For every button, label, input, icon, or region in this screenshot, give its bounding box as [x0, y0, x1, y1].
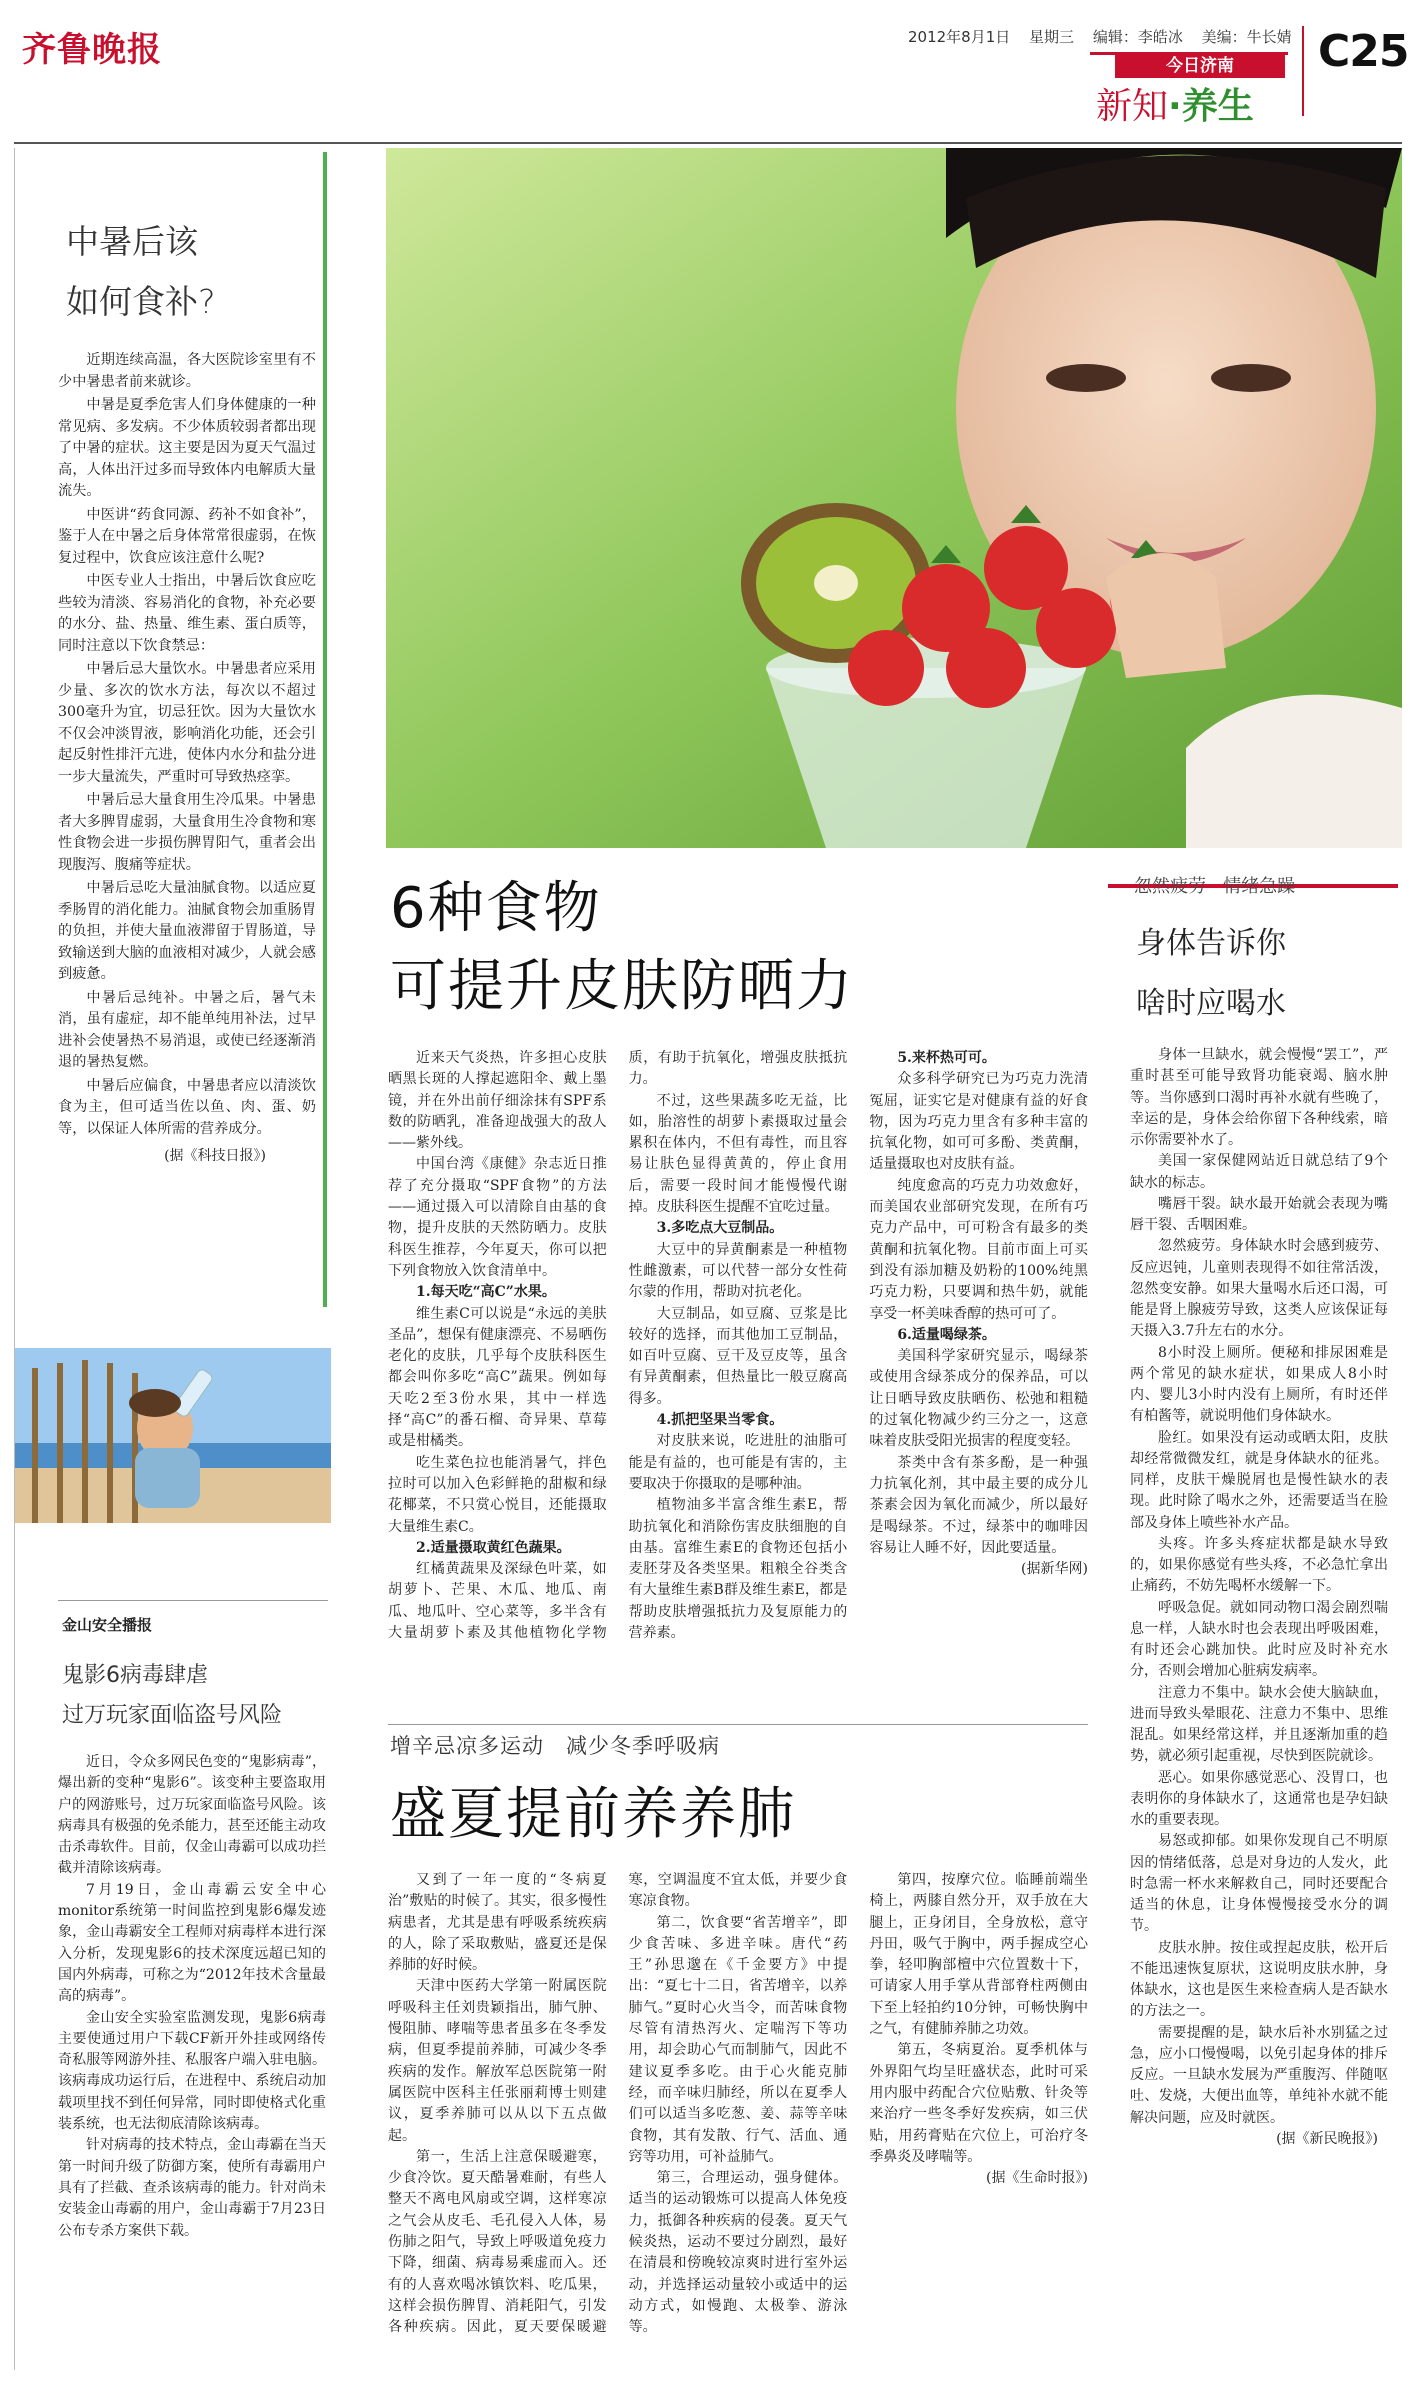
article2-body [388, 1870, 1088, 2370]
section-title-sep: · [1168, 86, 1182, 127]
paragraph: 头疼。许多头疼症状都是缺水导致的，如果你感觉有些头疼，不必急忙拿出止痛药，不妨先喝杯水缓解一下。 [1130, 1535, 1388, 1595]
paragraph: 近来天气炎热，许多担心皮肤晒黑长斑的人撑起遮阳伞、戴上墨镜，并在外出前仔细涂抹有SPF系数的防晒乳，准备迎战强大的敌人——紫外线。 [388, 1050, 607, 1152]
designer-credit: 美编：牛长婧 [1201, 28, 1292, 46]
paragraph: 身体一旦缺水，就会慢慢“罢工”，严重时甚至可能导致肾功能衰竭、脑水肿等。当你感到口渴时再补水就有些晚了，幸运的是，身体会给你留下各种线索，暗示你需要补水了。 [1130, 1047, 1388, 1148]
left-article2-tag: 金山安全播报 [62, 1616, 153, 1634]
left-title-line2: 如何食补? [66, 282, 216, 321]
right-tag-2: 情绪急躁 [1223, 876, 1296, 897]
subheading: 5.来杯热可可。 [897, 1050, 996, 1066]
left-column-accent [323, 152, 327, 1307]
top-rule [14, 142, 1402, 144]
right-tag-1: 忽然疲劳 [1134, 876, 1206, 897]
editor-credit: 编辑：李皓冰 [1092, 28, 1183, 46]
paragraph: 中国台湾《康健》杂志近日推荐了充分摄取“SPF食物”的方法——通过摄入可以清除自由基的食物，提升皮肤的天然防晒力。皮肤科医生推荐，今年夏天，你可以把下列食物放入饮食清单中。 [388, 1156, 607, 1279]
paragraph: 8小时没上厕所。便秘和排尿困难是两个常见的缺水症状，如果成人8小时内、婴儿3小时内没有上厕所，有时还伴有柏酱等，就说明他们身体缺水。 [1130, 1344, 1388, 1425]
paragraph: 茶类中含有茶多酚，是一种强力抗氧化剂，其中最主要的成分儿茶素会因为氧化而减少，所以最好是喝绿茶。不过，绿茶中的咖啡因容易让人睡不好，因此要适量。 [869, 1454, 1088, 1556]
page-number: C25 [1318, 26, 1409, 77]
right-article-title [1136, 914, 1286, 1034]
subheading: 6.适量喝绿茶。 [897, 1326, 996, 1343]
paragraph: 需要提醒的是，缺水后补水别猛之过急，应小口慢慢喝，以免引起身体的排斥反应。一旦缺水发展为严重腹泻、伴随呕吐、发烧，大便出血等，单纯补水就不能解决问题，应及时就医。 [1130, 2024, 1388, 2126]
paragraph: 第二，饮食要“省苦增辛”，即少食苦味、多进辛味。唐代“药王”孙思邈在《千金要方》中提出：“夏七十二日，省苦增辛，以养肺气。”夏时心火当令，而苦味食物尽管有清热泻火、定喘泻下等功用，却会助心气而制肺气，因此不建议夏季多吃。由于心火能克肺经，而辛味归肺经，所以在夏季人们可以适当多吃葱、姜、蒜等辛味食物，其有发散、行气、活血、通窍等功用，可补益肺气。 [628, 1914, 848, 2165]
beach-photo-image [15, 1348, 331, 1523]
article1-body [388, 1048, 1088, 1658]
paragraph: 中暑后忌纯补。中暑之后，暑气未消，虽有虚症，却不能单纯用补法，过早进补会使暑热不易消退，或使已经逐渐消退的暑热复燃。 [58, 989, 316, 1070]
article-source: (据新华网) [1021, 1561, 1088, 1578]
paragraph: 纯度愈高的巧克力功效愈好，而美国农业部研究发现，在所有巧克力产品中，可可粉含有最多的类黄酮和抗氧化物。目前市面上可买到没有添加糖及奶粉的100%纯黑巧克力粉，只要调和热牛奶，就能享受一杯美味香醇的热可可了。 [869, 1177, 1088, 1322]
paragraph: 注意力不集中。缺水会使大脑缺血，进而导致头晕眼花、注意力不集中、思维混乱。如果经常这样，并且逐渐加重的趋势，就必须引起重视，尽快到医院就诊。 [1130, 1684, 1388, 1765]
left-article-title [66, 212, 216, 332]
hero-photo-woman-strawberries [386, 148, 1402, 848]
right-title-line2: 啥时应喝水 [1136, 986, 1286, 1021]
section-title-a: 新知 [1096, 86, 1169, 127]
left2-title-line2: 过万玩家面临盗号风险 [62, 1703, 283, 1728]
paragraph: 第五，冬病夏治。夏季机体与外界阳气均呈旺盛状态，此时可采用内服中药配合穴位贴敷、针灸等来治疗一些冬季好发疾病，如三伏贴，用药膏贴在穴位上，可治疗冬季鼻炎及哮喘等。 [869, 2042, 1088, 2165]
left-article-body [58, 350, 316, 1170]
newspaper-logo: 齐鲁晚报 [22, 30, 162, 70]
paragraph: 呼吸急促。就如同动物口渴会剧烈喘息一样，人缺水时也会表现出呼吸困难，有时还会心跳加快。此时应及时补充水分，否则会增加心脏病发病率。 [1130, 1599, 1388, 1680]
paragraph: 红橘黄蔬果及深绿色叶菜，如胡萝卜、芒果、木瓜、地瓜、南瓜、地瓜叶、空心菜等，多半含有大量胡萝卜素及其他植物化学物质，有助于抗氧化，增强皮肤抵抗力。 [388, 1050, 848, 1642]
paragraph: 中暑后忌大量食用生冷瓜果。中暑患者大多脾胃虚弱，大量食用生冷食物和寒性食物会进一步损伤脾胃阳气，重者会出现腹泻、腹痛等症状。 [58, 792, 316, 873]
article1-headline-line2: 可提升皮肤防晒力 [390, 954, 854, 1019]
issue-date: 2012年8月1日 [908, 28, 1011, 46]
section-title [1096, 78, 1254, 129]
subheading: 1.每天吃“高C”水果。 [416, 1284, 556, 1301]
paragraph: 脸红。如果没有运动或晒太阳，皮肤却经常微微发红，就是身体缺水的征兆。同样，皮肤干燥脱屑也是慢性缺水的表现。此时除了喝水之外，还需要适当在脸部及身体上喷些补水产品。 [1130, 1429, 1388, 1531]
left2-title-line1: 鬼影6病毒肆虐 [62, 1663, 208, 1688]
paragraph: 吃生菜色拉也能消暑气，拌色拉时可以加入色彩鲜艳的甜椒和绿花椰菜，不只赏心悦目，还能摄取大量维生素C。 [388, 1454, 607, 1535]
article2-kicker: 增辛忌凉多运动 减少冬季呼吸病 [390, 1734, 720, 1758]
article1-headline-line1: 6种食物 [390, 876, 602, 941]
center-divider [388, 1724, 1088, 1725]
paragraph: 易怒或抑郁。如果你发现自己不明原因的情绪低落，总是对身边的人发火，此时急需一杯水来解救自己，同时还要配合适当的休息，让身体慢慢接受水分的调节。 [1130, 1833, 1388, 1935]
left-article2-body [58, 1752, 326, 2242]
paragraph: 众多科学研究已为巧克力洗清冤屈，证实它是对健康有益的好食物，因为巧克力里含有多种丰富的抗氧化物，如可可多酚、类黄酮，适量摄取也对皮肤有益。 [869, 1071, 1088, 1173]
paragraph: 对皮肤来说，吃进肚的油脂可能是有益的，也可能是有害的，主要取决于你摄取的是哪种油。 [628, 1433, 848, 1492]
article-source: (据《科技日报》) [164, 1148, 266, 1164]
paragraph: 皮肤水肿。按住或捏起皮肤，松开后不能迅速恢复原状，这说明皮肤水肿，身体缺水，这也是医生来检查病人是否缺水的方法之一。 [1130, 1939, 1388, 2020]
paragraph: 中暑后忌大量饮水。中暑患者应采用少量、多次的饮水方法，每次以不超过300毫升为宜，切忌狂饮。因为大量饮水不仅会冲淡胃液，影响消化功能，还会引起反射性排汗亢进，使体内水分和盐分进一步大量流失，严重时可导致热痉挛。 [58, 661, 316, 785]
paragraph: 第一，生活上注意保暖避寒，少食冷饮。夏天酷暑难耐，有些人整天不离电风扇或空调，这样寒凉之气会从皮毛、毛孔侵入人体，易伤肺之阳气，导致上呼吸道免疫力下降，细菌、病毒易乘虚而入。还有的人喜欢喝冰镇饮料、吃瓜果，这样会损伤脾胃、消耗阳气，引发各种疾病。因此，夏天要保暖避寒，空调温度不宜太低，并要少食寒凉食物。 [388, 1872, 848, 2336]
left-article2-title [62, 1656, 282, 1736]
paragraph: 又到了一年一度的“冬病夏治”敷贴的时候了。其实，很多慢性病患者，尤其是患有呼吸系统疾病的人，除了采取敷贴，盛夏还是保养肺的好时候。 [388, 1872, 607, 1974]
article2-headline: 盛夏提前养养肺 [390, 1782, 796, 1847]
paragraph: 金山安全实验室监测发现，鬼影6病毒主要使通过用户下载CF新开外挂或网络传奇私服等网游外挂、私服客户端入驻电脑。该病毒成功运行后，在进程中、系统启动加载项里找不到任何异常，同时即使格式化重装系统，也无法彻底清除该病毒。 [58, 2009, 326, 2133]
right-article-tag [1134, 872, 1295, 898]
paragraph: 美国一家保健网站近日就总结了9个缺水的标志。 [1130, 1153, 1388, 1191]
issue-meta [908, 26, 1306, 47]
paragraph: 中暑后忌吃大量油腻食物。以适应夏季肠胃的消化能力。油腻食物会加重肠胃的负担，并使大量血液滞留于胃肠道，导致输送到大脑的血液相对减少，人就会感到疲惫。 [58, 880, 316, 982]
paragraph: 针对病毒的技术特点，金山毒霸在当天第一时间升级了防御方案，使所有毒霸用户具有了拦截、查杀该病毒的能力。针对尚未安装金山毒霸的用户，金山毒霸于7月23日公布专杀方案供下载。 [58, 2137, 326, 2239]
photo-boy-drinking-water [15, 1348, 331, 1523]
hero-image [386, 148, 1402, 848]
paragraph: 中暑是夏季危害人们身体健康的一种常见病、多发病。不少体质较弱者都出现了中暑的症状。这主要是因为夏天气温过高，人体出汗过多而导致体内电解质大量流失。 [58, 397, 316, 499]
right-article-body [1130, 1045, 1388, 2150]
right-title-line1: 身体告诉你 [1136, 926, 1286, 961]
paragraph: 大豆中的异黄酮素是一种植物性雌激素，可以代替一部分女性荷尔蒙的作用，帮助对抗老化。 [628, 1241, 848, 1301]
subheading: 3.多吃点大豆制品。 [656, 1220, 784, 1237]
subheading: 4.抓把坚果当零食。 [656, 1412, 784, 1429]
paragraph: 植物油多半富含维生素E，帮助抗氧化和消除伤害皮肤细胞的自由基。富维生素E的食物还包括小麦胚芽及各类坚果。粗粮全谷类含有大量维生素B群及维生素E，都是帮助皮肤增强抵抗力及复原能力的营养素。 [628, 1497, 848, 1642]
article1-headline [390, 870, 854, 1026]
paragraph: 嘴唇干裂。缺水最开始就会表现为嘴唇干裂、舌咽困难。 [1130, 1195, 1388, 1233]
paragraph: 维生素C可以说是“永远的美肤圣品”，想保有健康漂亮、不易晒伤老化的皮肤，几乎每个皮肤科医生都会叫你多吃“高C”蔬果。例如每天吃2至3份水果，其中一样选择“高C”的番石榴、奇异果、草莓或是柑橘类。 [388, 1305, 607, 1450]
paragraph: 中医专业人士指出，中暑后饮食应吃些较为清淡、容易消化的食物，补充必要的水分、盐、热量、维生素、蛋白质等，同时注意以下饮食禁忌： [58, 573, 316, 654]
paragraph: 忽然疲劳。身体缺水时会感到疲劳、反应迟钝，儿童则表现得不如往常活泼，忽然变安静。如果大量喝水后还口渴，可能是肾上腺疲劳导致，这类人应该保证每天摄入3.7升左右的水分。 [1130, 1238, 1388, 1340]
paragraph: 中医讲“药食同源、药补不如食补”，鉴于人在中暑之后身体常常很虚弱，在恢复过程中，饮食应该注意什么呢? [58, 506, 316, 566]
paragraph: 恶心。如果你感觉恶心、没胃口，也表明你的身体缺水了，这通常也是孕妇缺水的重要表现。 [1130, 1769, 1388, 1828]
paragraph: 第四，按摩穴位。临睡前端坐椅上，两膝自然分开，双手放在大腿上，正身闭目，全身放松，意守丹田，吸气于胸中，两手握成空心拳，轻叩胸部檀中穴位置数十下，可请家人用手掌从背部脊柱两侧由下至上轻拍约10分钟，可畅快胸中之气，有健肺养肺之功效。 [869, 1872, 1088, 2038]
paragraph: 不过，这些果蔬多吃无益，比如，胎溶性的胡萝卜素摄取过量会累积在体内，不但有毒性，而且容易让肤色显得黄黄的，停止食用后，需要一段时间才能慢慢代谢掉。皮肤科医生提醒不宜吃过量。 [628, 1092, 848, 1216]
masthead-divider [1302, 26, 1304, 116]
section-title-b: 养生 [1181, 86, 1254, 127]
paragraph: 7月19日，金山毒霸云安全中心monitor系统第一时间监控到鬼影6爆发迹象，金山毒霸安全工程师对病毒样本进行深入分析，发现鬼影6的技术深度远超已知的国内外病毒，可称之为“2012年技术含量最高的病毒”。 [58, 1881, 326, 2005]
paragraph: 大豆制品，如豆腐、豆浆是比较好的选择，而其他加工豆制品，如百叶豆腐、豆干及豆皮等，虽含有异黄酮素，但热量比一般豆腐高得多。 [628, 1305, 848, 1407]
issue-weekday: 星期三 [1029, 28, 1075, 46]
paragraph: 美国科学家研究显示，喝绿茶或使用含绿茶成分的保养品，可以让日晒导致皮肤晒伤、松弛和粗糙的过氧化物减少约三分之一，这意味着皮肤受阳光损害的程度变轻。 [869, 1348, 1088, 1450]
today-label: 今日济南 [1115, 54, 1285, 78]
paragraph: 近期连续高温，各大医院诊室里有不少中暑患者前来就诊。 [58, 352, 316, 390]
left-title-line1: 中暑后该 [66, 222, 198, 261]
paragraph: 天津中医药大学第一附属医院呼吸科主任刘贵颖指出，肺气肿、慢阻肺、哮喘等患者虽多在冬季发病，但夏季提前养肺，可减少冬季疾病的发作。解放军总医院第一附属医院中医科主任张丽莉博士则建议，夏季养肺可以从以下五点做起。 [388, 1978, 607, 2144]
left-divider [58, 1600, 328, 1601]
article-source: (据《新民晚报》) [1276, 2130, 1378, 2147]
paragraph: 近日，令众多网民色变的“鬼影病毒”，爆出新的变种“鬼影6”。该变种主要盗取用户的网游账号，过万玩家面临盗号风险。该病毒具有极强的免杀能力，甚至还能主动攻击杀毒软件。目前，仅金山毒霸可以成功拦截并清除该病毒。 [58, 1754, 326, 1877]
paragraph: 第三，合理运动，强身健体。适当的运动锻炼可以提高人体免疫力，抵御各种疾病的侵袭。夏天气候炎热，运动不要过分剧烈，最好在清晨和傍晚较凉爽时进行室外运动，并选择运动量较小或适中的运动方式，如慢跑、太极拳、游泳等。 [628, 2170, 848, 2336]
article-source: (据《生命时报》) [986, 2170, 1088, 2187]
paragraph: 中暑后应偏食，中暑患者应以清淡饮食为主，但可适当佐以鱼、肉、蛋、奶等，以保证人体所需的营养成分。 [58, 1077, 316, 1137]
subheading: 2.适量摄取黄红色蔬果。 [416, 1539, 571, 1556]
